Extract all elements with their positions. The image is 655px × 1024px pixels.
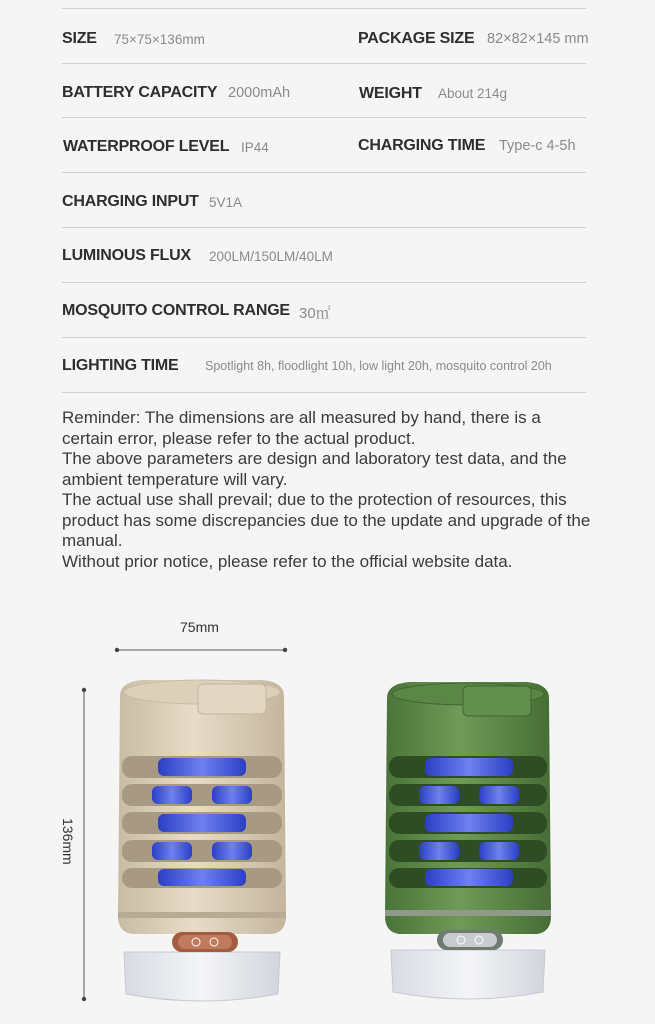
reminder-note	[62, 408, 592, 572]
divider	[62, 337, 586, 338]
divider	[62, 392, 586, 393]
divider	[62, 63, 586, 64]
spec-label-charging-time: CHARGING TIME	[358, 137, 486, 154]
reminder-line: The actual use shall prevail; due to the protection of resources, this product has some discrepancies due to the update and upgrade of the manual.	[62, 490, 591, 550]
reminder-line: Without prior notice, please refer to the official website data.	[62, 551, 513, 571]
divider	[62, 8, 586, 9]
beige-lamp-image	[112, 676, 292, 1008]
width-dimension-label: 75mm	[180, 619, 219, 635]
spec-value-waterproof-level: IP44	[241, 140, 269, 155]
spec-label-package-size: PACKAGE SIZE	[358, 30, 475, 47]
divider	[62, 117, 586, 118]
spec-label-weight: WEIGHT	[359, 85, 422, 102]
height-dimension-line	[78, 685, 90, 1005]
spec-label-luminous-flux: LUMINOUS FLUX	[62, 247, 191, 264]
spec-value-charging-input: 5V1A	[209, 195, 243, 210]
spec-label-lighting-time: LIGHTING TIME	[62, 357, 179, 374]
spec-value-luminous-flux: 200LM/150LM/40LM	[209, 249, 333, 264]
reminder-line: Reminder: The dimensions are all measured by hand, there is a certain error, please refer to the actual product.	[62, 408, 541, 448]
green-lamp-image	[379, 680, 557, 1006]
spec-value-size: 75×75×136mm	[114, 32, 205, 47]
spec-value-package-size: 82×82×145 mm	[487, 31, 589, 47]
spec-value-mosquito-control-range: 30㎡	[299, 305, 331, 322]
divider	[62, 172, 586, 173]
spec-label-mosquito-control-range: MOSQUITO CONTROL RANGE	[62, 302, 290, 319]
divider	[62, 282, 586, 283]
spec-value-lighting-time: Spotlight 8h, floodlight 10h, low light 20h, mosquito control 20h	[205, 359, 552, 373]
spec-label-waterproof-level: WATERPROOF LEVEL	[63, 138, 230, 155]
spec-value-charging-time: Type-c 4-5h	[499, 138, 576, 154]
spec-label-size: SIZE	[62, 30, 97, 47]
width-dimension-line	[112, 644, 292, 656]
height-dimension-label: 136mm	[60, 818, 76, 865]
divider	[62, 227, 586, 228]
spec-label-charging-input: CHARGING INPUT	[62, 193, 199, 210]
spec-value-battery-capacity: 2000mAh	[228, 85, 291, 101]
reminder-line: The above parameters are design and laboratory test data, and the ambient temperature will vary.	[62, 449, 567, 489]
spec-label-battery-capacity: BATTERY CAPACITY	[62, 84, 218, 101]
spec-value-weight: About 214g	[438, 86, 508, 101]
